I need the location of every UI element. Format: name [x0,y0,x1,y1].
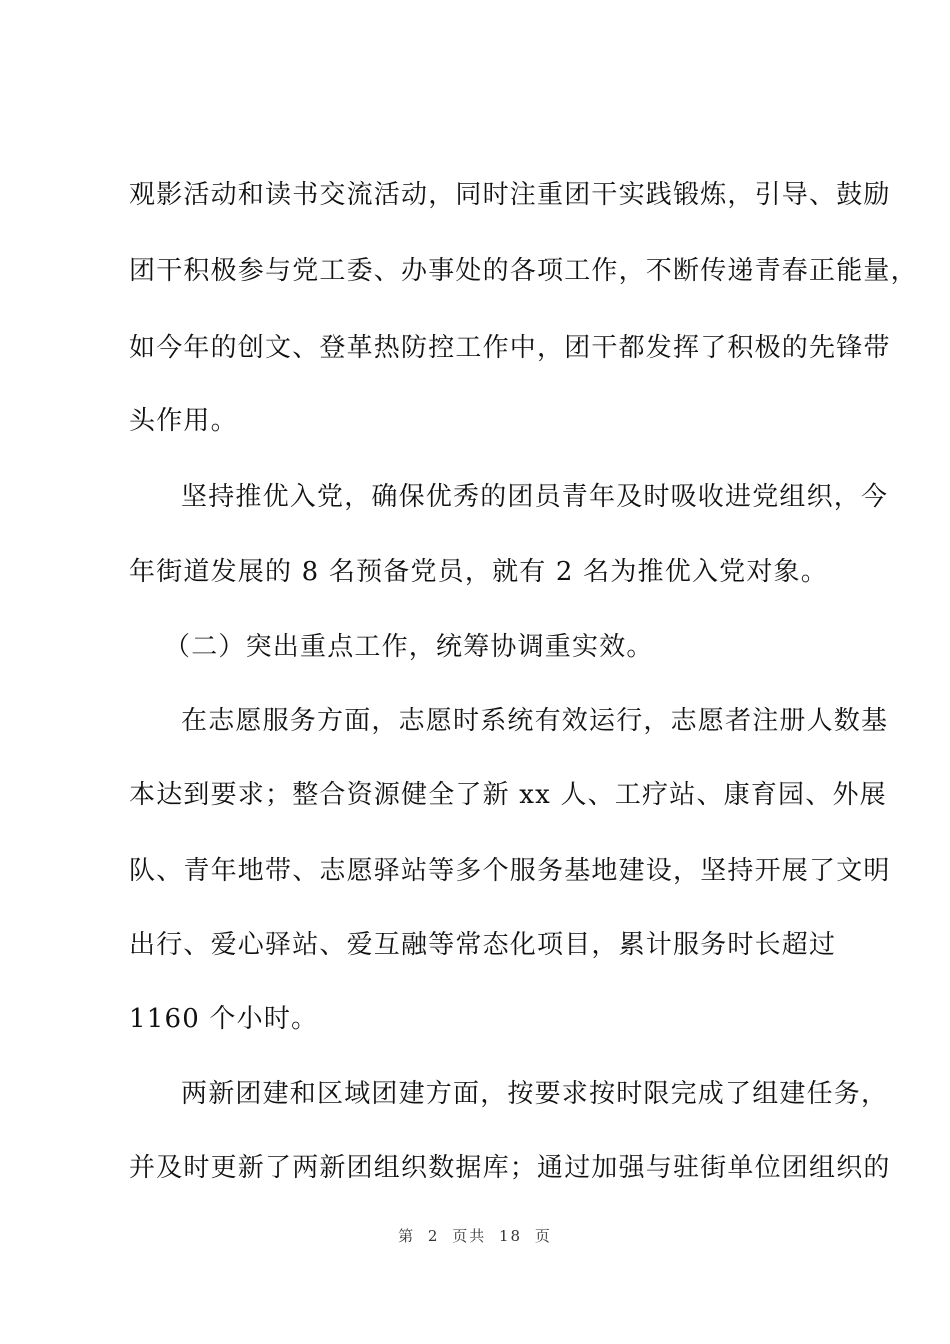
text-line-3: 如今年的创文、登革热防控工作中，团干都发挥了积极的先锋带 [129,333,891,363]
paragraph-start-line: 在志愿服务方面，志愿时系统有效运行，志愿者注册人数基 [181,706,889,736]
text-line-1: 观影活动和读书交流活动，同时注重团干实践锻炼，引导、鼓励 [129,180,891,210]
text-line-4: 头作用。 [129,406,238,436]
paragraph-start-line: 两新团建和区域团建方面，按要求按时限完成了组建任务， [181,1079,889,1109]
text-line-11: 出行、爱心驿站、爱互融等常态化项目，累计服务时长超过 [129,930,837,960]
text-line-6: 年街道发展的 8 名预备党员，就有 2 名为推优入党对象。 [129,557,828,587]
text-line-2: 团干积极参与党工委、办事处的各项工作，不断传递青春正能量， [129,256,918,286]
text-line-10: 队、青年地带、志愿驿站等多个服务基地建设，坚持开展了文明 [129,856,891,886]
text-line-14: 并及时更新了两新团组织数据库；通过加强与驻街单位团组织的 [129,1153,891,1183]
text-line-12: 1160 个小时。 [129,1004,319,1034]
section-heading: （二）突出重点工作，统筹协调重实效。 [164,632,654,662]
paragraph-start-line: 坚持推优入党，确保优秀的团员青年及时吸收进党组织，今 [181,482,889,512]
text-line-9: 本达到要求；整合资源健全了新 xx 人、工疗站、康育园、外展 [129,780,887,810]
page-number-footer: 第 2 页共 18 页 [398,1227,552,1245]
